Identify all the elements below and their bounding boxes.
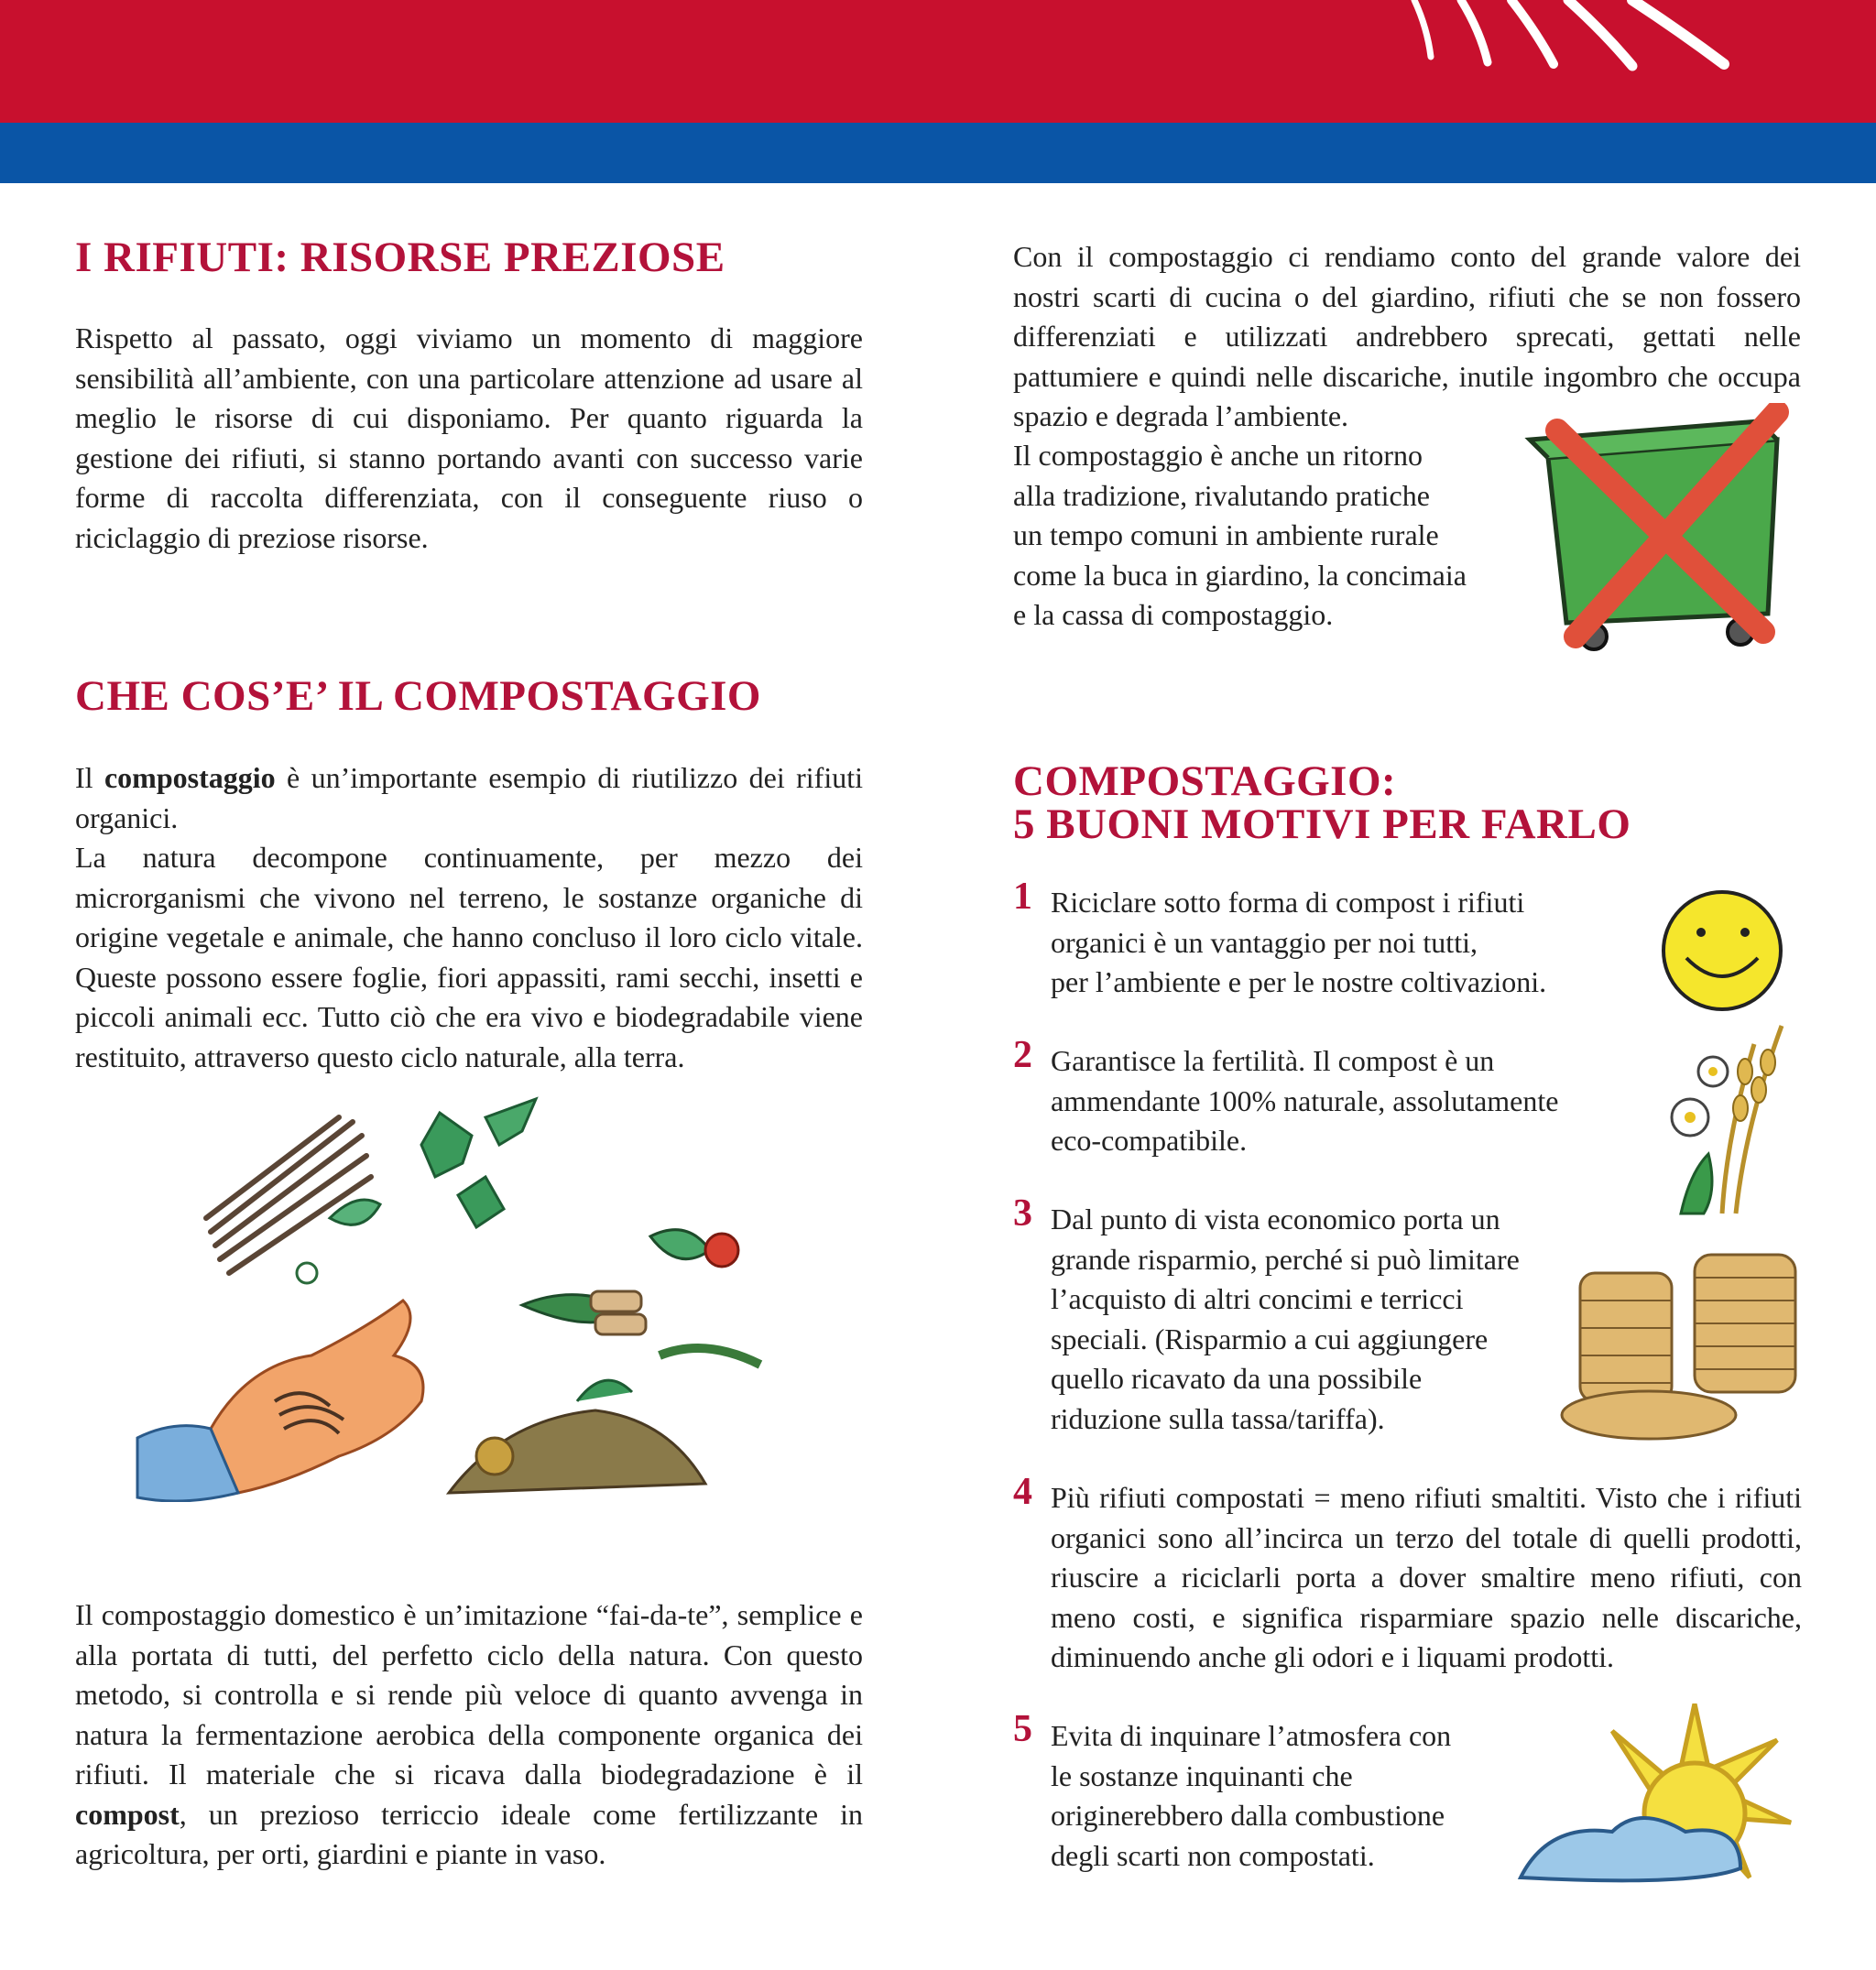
header-blue-band	[0, 123, 1876, 183]
text-line: Garantisce la fertilità. Il compost è un	[1051, 1044, 1495, 1077]
reason-text-5	[1051, 1716, 1564, 1876]
section-motivi	[1013, 757, 1838, 848]
text-line: grande risparmio, perché si può limitare	[1051, 1242, 1520, 1276]
nature-paragraph: La natura decompone continuamente, per mezzo dei microrganismi che vivono nel terreno, le sostanze organiche di origine vegetale e animale, che hanno concluso il loro ciclo vitale. Queste possono essere foglie, fiori appassiti, rami secchi, insetti e piccoli animali ecc. Tutto ciò che era vivo e biodegradabile viene restituito, attraverso questo ciclo naturale, alla terra.	[75, 841, 863, 1073]
reason-number-2: 2	[1013, 1034, 1032, 1076]
text-line: quello ricavato da una possibile	[1051, 1362, 1423, 1395]
bold-term-compost: compost	[75, 1797, 180, 1831]
text-line: originerebbero dalla combustione	[1051, 1799, 1445, 1832]
reason-number-5: 5	[1013, 1708, 1032, 1750]
header-stripes-decoration	[1374, 0, 1876, 123]
text-line: degli scarti non compostati.	[1051, 1838, 1375, 1872]
reason-text-3	[1051, 1200, 1600, 1439]
section-compostaggio	[75, 672, 864, 1077]
text-line: per l’ambiente e per le nostre coltivazioni.	[1051, 965, 1547, 998]
section-title-motivi-line2: 5 BUONI MOTIVI PER FARLO	[1013, 800, 1631, 848]
section-rifiuti	[75, 236, 863, 558]
home-compost-paragraph	[75, 1595, 863, 1875]
text-line: organici è un vantaggio per noi tutti,	[1051, 925, 1478, 959]
section-title-rifiuti: I RIFIUTI: RISORSE PREZIOSE	[75, 234, 725, 281]
smiley-icon	[1653, 887, 1791, 1015]
text-line: ammendante 100% naturale, assolutamente	[1051, 1083, 1559, 1117]
reason-number-3: 3	[1013, 1192, 1032, 1235]
text-line: Dal punto di vista economico porta un	[1051, 1203, 1500, 1235]
reason-text-4: Più rifiuti compostati = meno rifiuti smaltiti. Visto che i rifiuti organici sono all’incirca un terzo del totale di quelli prodotti, riuscire a riciclarli porta a dover smaltire meno rifiuti, con meno costi, e significa risparmiare spazio nelle discariche, diminuendo anche gli odori e i liquami prodotti.	[1051, 1481, 1802, 1673]
section-title-motivi-line1: COMPOSTAGGIO:	[1013, 757, 1397, 805]
sun-cloud-icon	[1511, 1703, 1795, 1896]
section-title-compostaggio: CHE COS’E’ IL COMPOSTAGGIO	[75, 672, 761, 720]
reason-number-1: 1	[1013, 876, 1032, 918]
text-line: l’acquisto di altri concimi e terricci	[1051, 1282, 1464, 1315]
compostaggio-definition	[75, 758, 863, 838]
reason-text-1	[1051, 883, 1619, 1003]
coins-icon	[1557, 1246, 1805, 1442]
text-line: riduzione sulla tassa/tariffa).	[1051, 1401, 1385, 1435]
bold-term-compostaggio: compostaggio	[104, 761, 276, 794]
text-line: Il compostaggio è anche un ritorno	[1013, 439, 1423, 472]
compost-materials-illustration	[119, 1090, 779, 1502]
text-line: Evita di inquinare l’atmosfera con	[1051, 1719, 1452, 1752]
text-line: speciali. (Risparmio a cui aggiungere	[1051, 1322, 1489, 1355]
text-span: , un prezioso terriccio ideale come fertilizzante in agricoltura, per orti, giardini e piante in vaso.	[75, 1797, 863, 1870]
text-line: eco-compatibile.	[1051, 1124, 1248, 1157]
right-intro-paragraph: Con il compostaggio ci rendiamo conto del grande valore dei nostri scarti di cucina o del giardino, rifiuti che se non fossero differenziati e utilizzati andrebbero sprecati, gettati nelle pattumiere e quindi nelle discariche, inutile ingombro che occupa spazio e degrada l’ambiente.	[1013, 240, 1801, 432]
text-span: Il	[75, 761, 104, 794]
text-line: e la cassa di compostaggio.	[1013, 598, 1334, 631]
text-line: un tempo comuni in ambiente rurale	[1013, 518, 1439, 551]
text-span: è un’importante esempio di riutilizzo dei rifiuti organici.	[75, 761, 864, 834]
text-line: alla tradizione, rivalutando pratiche	[1013, 478, 1430, 512]
text-line: come la buca in giardino, la concimaia	[1013, 558, 1467, 592]
text-span: Il compostaggio domestico è un’imitazione “fai-da-te”, semplice e alla portata di tutti, del perfetto ciclo della natura. Con questo metodo, si controlla e si rende più veloce di quanto avvenga in natura la fermentazione aerobica della componente organica dei rifiuti. Il materiale che si ricava dalla biodegradazione è il	[75, 1598, 863, 1790]
reason-text-2	[1051, 1041, 1637, 1161]
reason-number-4: 4	[1013, 1471, 1032, 1513]
flowers-wheat-icon	[1653, 1017, 1791, 1218]
crossed-bin-icon	[1521, 403, 1805, 659]
text-line: Riciclare sotto forma di compost i rifiuti	[1051, 886, 1525, 919]
right-tradition-paragraph	[1013, 436, 1526, 636]
text-line: le sostanze inquinanti che	[1051, 1758, 1353, 1792]
section-body-rifiuti: Rispetto al passato, oggi viviamo un momento di maggiore sensibilità all’ambiente, con una particolare attenzione ad usare al meglio le risorse di cui disponiamo. Per quanto riguarda la gestione dei rifiuti, si stanno portando avanti con successo varie forme di raccolta differenziata, con il conseguente riuso o riciclaggio di preziose risorse.	[75, 321, 863, 554]
